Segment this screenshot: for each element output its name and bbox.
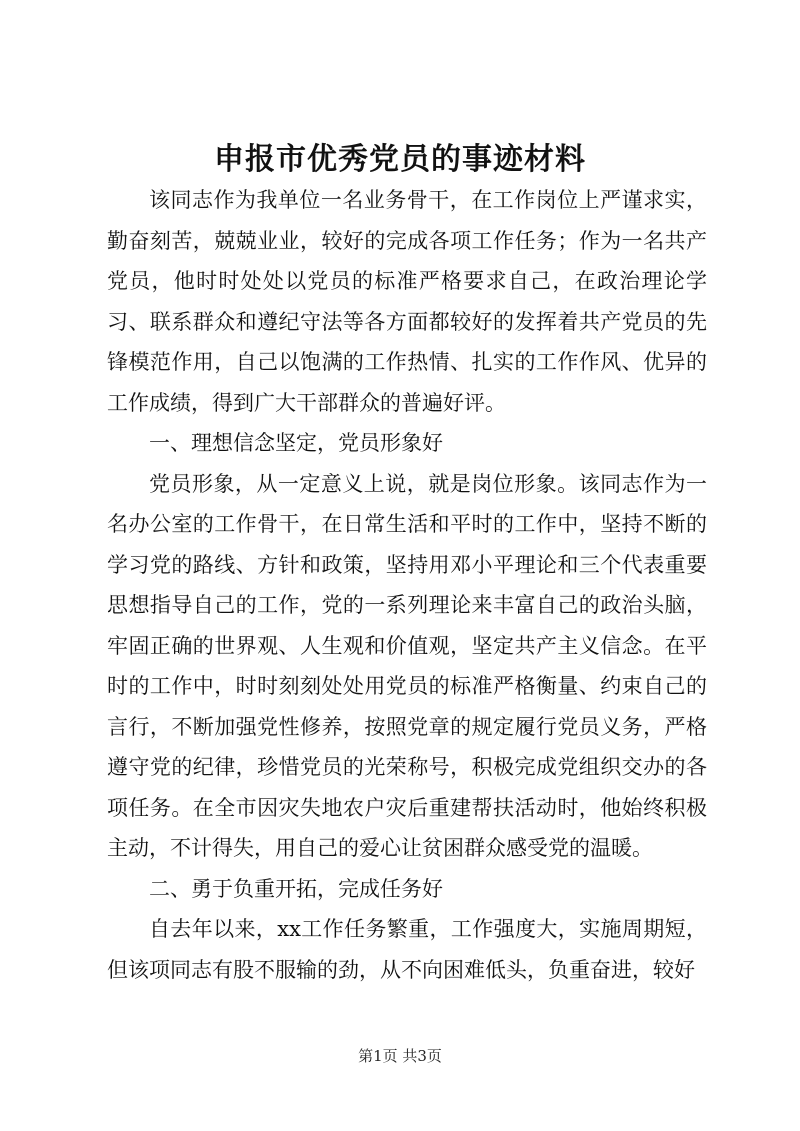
- section-heading-2: 二、勇于负重开拓，完成任务好: [149, 876, 443, 901]
- section-heading-1: 一、理想信念坚定，党员形象好: [149, 431, 443, 455]
- document-body: [107, 180, 707, 990]
- page-number-footer: 第1页 共3页: [358, 1047, 442, 1065]
- section-1-paragraph: 党员形象，从一定意义上说，就是岗位形象。该同志作为一名办公室的工作骨干，在日常生活和平时的工作中，坚持不断的学习党的路线、方针和政策，坚持用邓小平理论和三个代表重要思想指导自己的工作，党的一系列理论来丰富自己的政治头脑，牢固正确的世界观、人生观和价值观，坚定共产主义信念。在平时的工作中，时时刻刻处处用党员的标准严格衡量、约束自己的言行，不断加强党性修养，按照党章的规定履行党员义务，严格遵守党的纪律，珍惜党员的光荣称号，积极完成党组织交办的各项任务。在全市因灾失地农户灾后重建帮扶活动时，他始终积极主动，不计得失，用自己的爱心让贫困群众感受党的温暖。: [107, 471, 707, 860]
- intro-paragraph: 该同志作为我单位一名业务骨干，在工作岗位上严谨求实，勤奋刻苦，兢兢业业，较好的完成各项工作任务；作为一名共产党员，他时时处处以党员的标准严格要求自己，在政治理论学习、联系群众和遵纪守法等各方面都较好的发挥着共产党员的先锋模范作用，自己以饱满的工作热情、扎实的工作作风、优异的工作成绩，得到广大干部群众的普遍好评。: [107, 188, 707, 415]
- section-2-paragraph: 自去年以来，xx工作任务繁重，工作强度大，实施周期短，但该项同志有股不服输的劲，从不向困难低头，负重奋进，较好: [107, 917, 707, 982]
- document-title: 申报市优秀党员的事迹材料: [214, 142, 586, 177]
